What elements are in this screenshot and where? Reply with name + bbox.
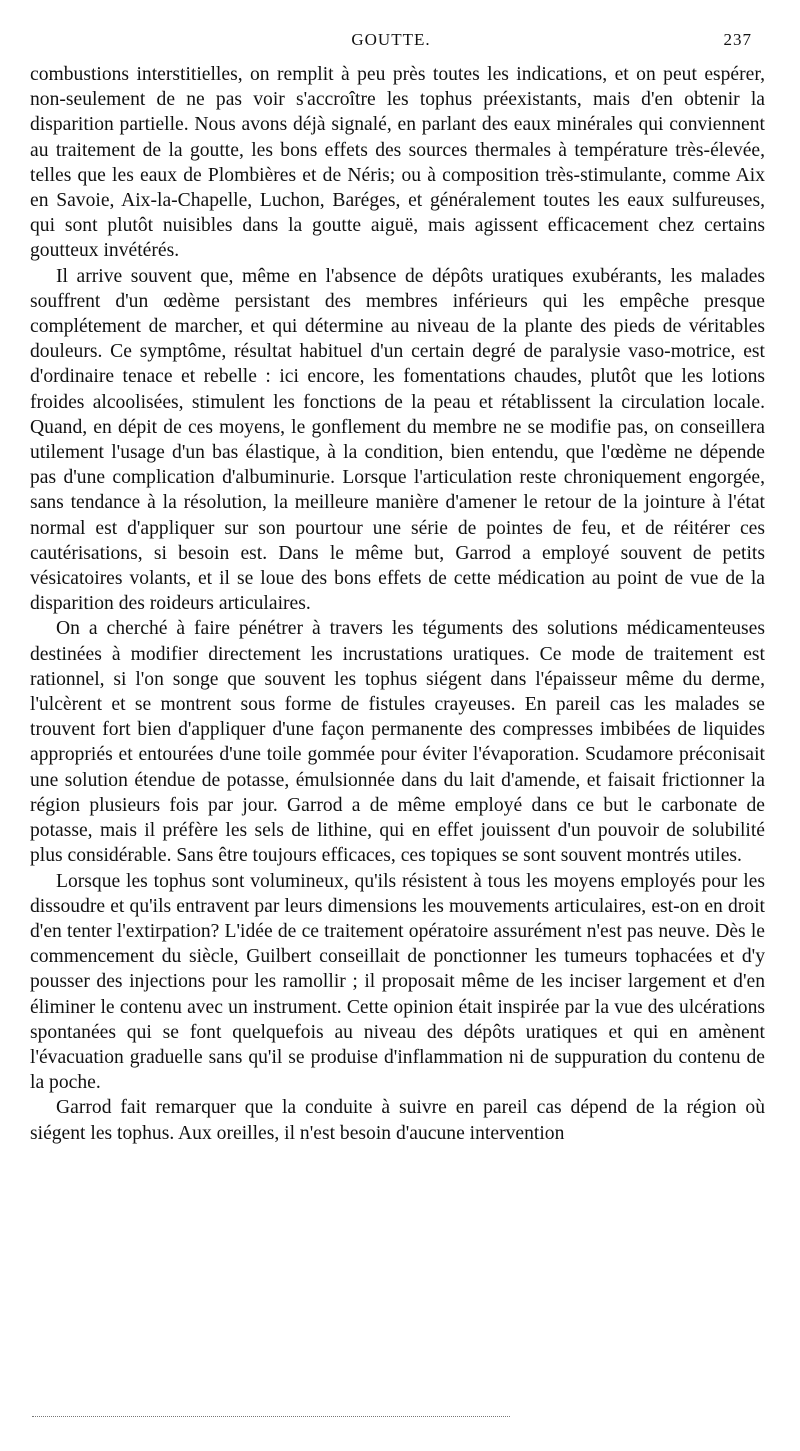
paragraph-oedeme: Il arrive souvent que, même en l'absence de dépôts uratiques exubérants, les malades souffrent d'un œdème persistant des membres inférieurs qui les empêche presque complétement de marcher, et qui détermine au niveau de la plante des pieds de véritables douleurs. Ce symptôme, résultat habituel d'un certain degré de paralysie vaso-motrice, est d'ordinaire tenace et rebelle : ici encore, les fomentations chaudes, plutôt que les lotions froides alcoolisées, stimulent les fonctions de la peau et rétablissent la circulation locale. Quand, en dépit de ces moyens, le gonflement du membre ne se modifie pas, on conseillera utilement l'usage d'un bas élastique, à la condition, bien entendu, que l'œdème ne dépende pas d'une complication d'albuminurie. Lorsque l'articulation reste chroniquement engorgée, sans tendance à la résolution, la meilleure manière d'amener le retour de la jointure à l'état normal est d'appliquer sur son pourtour une série de pointes de feu, et de réitérer ces cautérisations, si besoin est. Dans le même but, Garrod a employé souvent de petits vésicatoires volants, et il se loue des bons effets de cette médication au point de vue de la disparition des roideurs articulaires. [30, 265, 765, 615]
running-title: GOUTTE. [351, 30, 431, 49]
footer-rule [32, 1416, 510, 1417]
body-text [30, 62, 765, 1146]
paragraph-garrod: Garrod fait remarquer que la conduite à suivre en pareil cas dépend de la région où siégent les tophus. Aux oreilles, il n'est besoin d'aucune intervention [30, 1097, 765, 1144]
paragraph-topiques: On a cherché à faire pénétrer à travers les téguments des solutions médicamenteuses destinées à modifier directement les incrustations uratiques. Ce mode de traitement est rationnel, si l'on songe que souvent les tophus siégent dans l'épaisseur même du derme, l'ulcèrent et se montrent sous forme de fistules crayeuses. En pareil cas les malades se trouvent fort bien d'appliquer d'une façon permanente des compresses imbibées de liquides appropriés et entourées d'une toile gommée pour éviter l'évaporation. Scudamore préconisait une solution étendue de potasse, émulsionnée dans du lait d'amende, et faisait frictionner la région plusieurs fois par jour. Garrod a de même employé dans ce but le carbonate de potasse, mais il préfère les sels de lithine, qui en effet jouissent d'un pouvoir de solubilité plus considérable. Sans être toujours efficaces, ces topiques se sont souvent montrés utiles. [30, 618, 765, 867]
page-number: 237 [723, 30, 752, 49]
paragraph-extirpation: Lorsque les tophus sont volumineux, qu'ils résistent à tous les moyens employés pour les dissoudre et qu'ils entravent par leurs dimensions les mouvements articulaires, est-on en droit d'en tenter l'extirpation? L'idée de ce traitement opératoire assurément n'est pas neuve. Dès le commencement du siècle, Guilbert conseillait de ponctionner les tumeurs tophacées et d'y pousser des injections pour les ramollir ; il proposait même de les inciser largement et d'en éliminer le contenu avec un instrument. Cette opinion était inspirée par la vue des ulcérations spontanées qui se font quelquefois au niveau des dépôts uratiques et qui en amènent l'évacuation graduelle sans qu'il se produise d'inflammation ni de suppuration du contenu de la poche. [30, 870, 765, 1094]
running-head [30, 30, 752, 54]
paragraph-continuation: combustions interstitielles, on remplit à peu près toutes les indications, et on peut espérer, non-seulement de ne pas voir s'accroître les tophus préexistants, mais d'en obtenir la disparition partielle. Nous avons déjà signalé, en parlant des eaux minérales qui conviennent au traitement de la goutte, les bons effets des sources thermales à température très-élevée, telles que les eaux de Plombières et de Néris; ou à composition très-stimulante, comme Aix en Savoie, Aix-la-Chapelle, Luchon, Baréges, et généralement toutes les eaux sulfureuses, qui sont plutôt nuisibles dans la goutte aiguë, mais agissent efficacement chez certains goutteux invétérés. [30, 64, 765, 262]
